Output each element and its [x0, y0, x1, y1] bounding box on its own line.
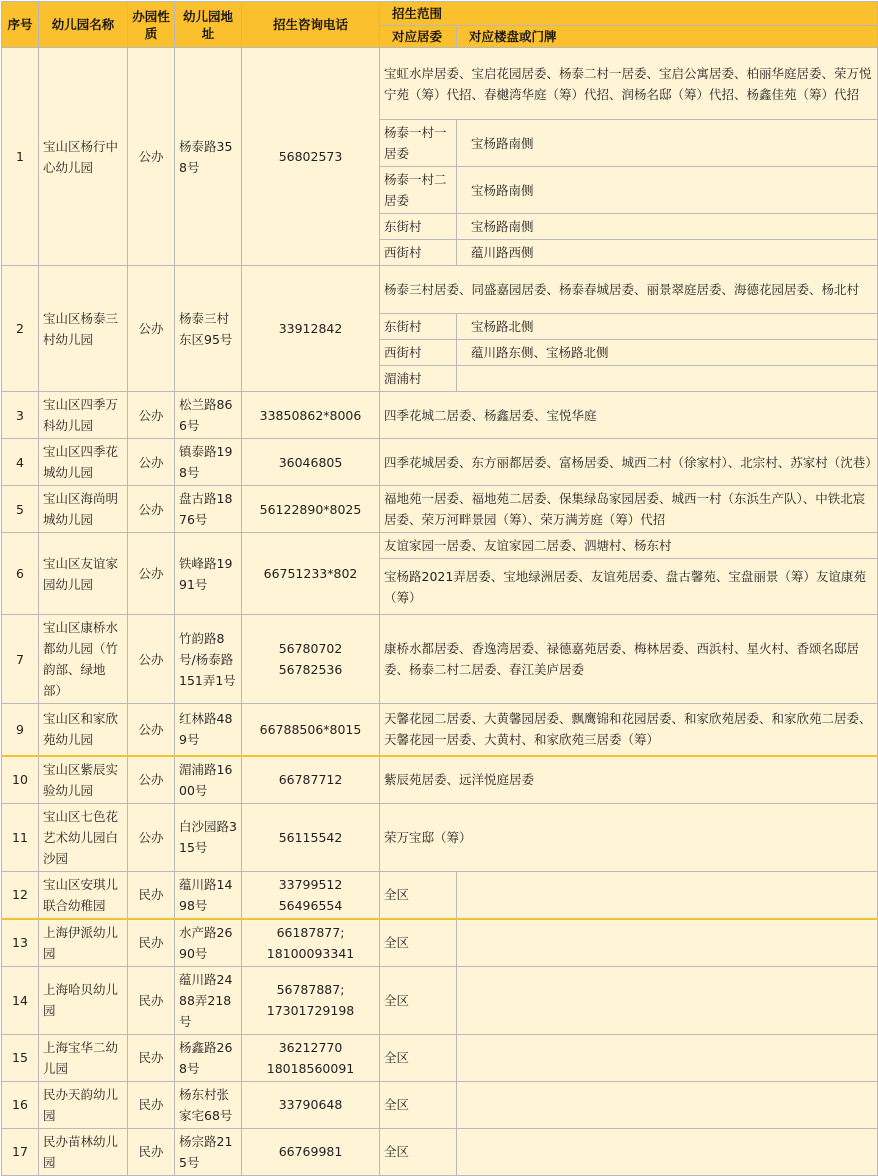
phone-line-2: 18018560091 — [266, 1060, 355, 1076]
row-no: 15 — [2, 1034, 39, 1081]
phone-line-1: 56780702 — [278, 641, 343, 656]
building-cell: 宝杨路南侧 — [457, 214, 878, 240]
enrollment-scope: 宝虹水岸居委、宝启花园居委、杨泰二村一居委、宝启公寓居委、柏丽华庭居委、荣万悦宁苑（筹）代招、春樾湾华庭（筹）代招、润杨名邸（筹）代招、杨鑫佳苑（筹）代招 — [380, 48, 878, 120]
table-row — [2, 704, 878, 756]
enrollment-scope: 福地苑一居委、福地苑二居委、保集绿岛家园居委、城西一村（东浜生产队）、中铁北宸居委、荣万河畔景园（筹）、荣万满芳庭（筹）代招 — [380, 486, 878, 533]
school-type: 公办 — [128, 704, 175, 756]
kindergarten-name: 宝山区紫辰实验幼儿园 — [39, 756, 128, 804]
enrollment-scope: 荣万宝邸（筹） — [380, 803, 878, 871]
phone-number — [242, 919, 380, 967]
phone-number: 66787712 — [242, 756, 380, 804]
building-cell — [457, 366, 878, 392]
committee-cell: 杨泰一村一居委 — [380, 120, 457, 167]
enrollment-scope: 天馨花园二居委、大黄馨园居委、飘鹰锦和花园居委、和家欣苑居委、和家欣苑二居委、天馨花园一居委、大黄村、和家欣苑三居委（筹） — [380, 704, 878, 756]
table-row — [2, 533, 878, 559]
kindergarten-name: 宝山区安琪儿联合幼稚园 — [39, 871, 128, 919]
enrollment-scope: 宝杨路2021弄居委、宝地绿洲居委、友谊苑居委、盘古馨苑、宝盘丽景（筹）友谊康苑（筹） — [380, 559, 878, 615]
school-address: 松兰路866号 — [175, 392, 242, 439]
kindergarten-name: 宝山区海尚明城幼儿园 — [39, 486, 128, 533]
header-phone: 招生咨询电话 — [242, 2, 380, 48]
school-address: 盘古路1876号 — [175, 486, 242, 533]
row-no: 11 — [2, 803, 39, 871]
committee-cell: 东街村 — [380, 214, 457, 240]
phone-number: 56122890*8025 — [242, 486, 380, 533]
kindergarten-name: 宝山区杨行中心幼儿园 — [39, 48, 128, 266]
header-building: 对应楼盘或门牌 — [457, 26, 878, 48]
row-no: 14 — [2, 966, 39, 1034]
school-type: 公办 — [128, 615, 175, 704]
kindergarten-name: 上海宝华二幼儿园 — [39, 1034, 128, 1081]
kindergarten-enrollment-table — [1, 1, 878, 1176]
table-row — [2, 919, 878, 967]
school-address: 铁峰路1991号 — [175, 533, 242, 615]
school-address: 杨泰三村东区95号 — [175, 266, 242, 392]
school-address: 镇泰路198号 — [175, 439, 242, 486]
kindergarten-name: 宝山区友谊家园幼儿园 — [39, 533, 128, 615]
row-no: 13 — [2, 919, 39, 967]
table-row — [2, 803, 878, 871]
row-no: 3 — [2, 392, 39, 439]
school-type: 公办 — [128, 756, 175, 804]
school-type: 民办 — [128, 919, 175, 967]
school-type: 公办 — [128, 48, 175, 266]
phone-line-1: 56787887; — [276, 982, 345, 997]
row-no: 4 — [2, 439, 39, 486]
enrollment-scope: 全区 — [380, 966, 457, 1034]
phone-number: 33912842 — [242, 266, 380, 392]
enrollment-scope: 全区 — [380, 1081, 457, 1128]
row-no: 16 — [2, 1081, 39, 1128]
row-no: 2 — [2, 266, 39, 392]
committee-cell: 西街村 — [380, 240, 457, 266]
empty-cell — [457, 966, 878, 1034]
row-no: 6 — [2, 533, 39, 615]
school-address: 杨东村张家宅68号 — [175, 1081, 242, 1128]
phone-number: 56115542 — [242, 803, 380, 871]
enrollment-scope: 康桥水都居委、香逸湾居委、禄德嘉苑居委、梅林居委、西浜村、星火村、香颂名邸居委、杨泰二村二居委、春江美庐居委 — [380, 615, 878, 704]
row-no: 5 — [2, 486, 39, 533]
building-cell: 宝杨路北侧 — [457, 314, 878, 340]
building-cell: 蕴川路西侧 — [457, 240, 878, 266]
committee-cell: 湄浦村 — [380, 366, 457, 392]
phone-number: 66751233*802 — [242, 533, 380, 615]
phone-line-2: 18100093341 — [266, 945, 355, 961]
phone-number: 33790648 — [242, 1081, 380, 1128]
school-type: 公办 — [128, 392, 175, 439]
kindergarten-name: 民办天韵幼儿园 — [39, 1081, 128, 1128]
row-no: 9 — [2, 704, 39, 756]
building-cell: 蕴川路东侧、宝杨路北侧 — [457, 340, 878, 366]
school-type: 公办 — [128, 439, 175, 486]
table-row — [2, 756, 878, 804]
school-type: 公办 — [128, 486, 175, 533]
table-row — [2, 966, 878, 1034]
phone-line-2: 56496554 — [278, 897, 343, 913]
school-address: 白沙园路315号 — [175, 803, 242, 871]
kindergarten-name: 宝山区七色花艺术幼儿园白沙园 — [39, 803, 128, 871]
enrollment-scope: 紫辰苑居委、远洋悦庭居委 — [380, 756, 878, 804]
school-type: 民办 — [128, 966, 175, 1034]
table-row — [2, 1081, 878, 1128]
kindergarten-name: 宝山区四季万科幼儿园 — [39, 392, 128, 439]
enrollment-scope: 全区 — [380, 871, 457, 919]
school-address: 杨鑫路268号 — [175, 1034, 242, 1081]
table-row — [2, 48, 878, 120]
school-type: 民办 — [128, 1128, 175, 1175]
phone-line-1: 36212770 — [278, 1039, 343, 1055]
phone-number — [242, 966, 380, 1034]
table-row — [2, 1034, 878, 1081]
phone-number — [242, 615, 380, 704]
row-no: 17 — [2, 1128, 39, 1175]
phone-number: 66769981 — [242, 1128, 380, 1175]
school-type: 公办 — [128, 533, 175, 615]
header-address: 幼儿园地址 — [175, 2, 242, 48]
school-type: 公办 — [128, 803, 175, 871]
school-type: 民办 — [128, 1081, 175, 1128]
empty-cell — [457, 919, 878, 967]
table-row — [2, 615, 878, 704]
committee-cell: 东街村 — [380, 314, 457, 340]
school-address: 水产路2690号 — [175, 919, 242, 967]
table-row — [2, 439, 878, 486]
kindergarten-name: 宝山区杨泰三村幼儿园 — [39, 266, 128, 392]
school-address: 湄浦路1600号 — [175, 756, 242, 804]
header-committee: 对应居委 — [380, 26, 457, 48]
phone-number: 36046805 — [242, 439, 380, 486]
table-row — [2, 871, 878, 919]
enrollment-scope: 四季花城居委、东方丽都居委、富杨居委、城西二村（徐家村）、北宗村、苏家村（沈巷） — [380, 439, 878, 486]
phone-number — [242, 871, 380, 919]
row-no: 10 — [2, 756, 39, 804]
phone-number: 66788506*8015 — [242, 704, 380, 756]
committee-cell: 西街村 — [380, 340, 457, 366]
table-row — [2, 1128, 878, 1175]
school-address: 红林路489号 — [175, 704, 242, 756]
committee-cell: 杨泰一村二居委 — [380, 167, 457, 214]
building-cell: 宝杨路南侧 — [457, 120, 878, 167]
header-type: 办园性质 — [128, 2, 175, 48]
phone-number: 56802573 — [242, 48, 380, 266]
enrollment-scope: 友谊家园一居委、友谊家园二居委、泗塘村、杨东村 — [380, 533, 878, 559]
phone-line-1: 33799512 — [278, 876, 343, 892]
enrollment-scope: 全区 — [380, 1034, 457, 1081]
header-no: 序号 — [2, 2, 39, 48]
phone-number — [242, 1034, 380, 1081]
row-no: 7 — [2, 615, 39, 704]
enrollment-scope: 全区 — [380, 1128, 457, 1175]
phone-line-1: 66187877; — [276, 924, 345, 940]
kindergarten-name: 民办苗林幼儿园 — [39, 1128, 128, 1175]
school-type: 民办 — [128, 1034, 175, 1081]
empty-cell — [457, 871, 878, 919]
enrollment-scope: 杨泰三村居委、同盛嘉园居委、杨泰春城居委、丽景翠庭居委、海德花园居委、杨北村 — [380, 266, 878, 314]
empty-cell — [457, 1034, 878, 1081]
phone-line-2: 17301729198 — [266, 1003, 355, 1018]
kindergarten-name: 上海哈贝幼儿园 — [39, 966, 128, 1034]
kindergarten-name: 宝山区四季花城幼儿园 — [39, 439, 128, 486]
table-row — [2, 392, 878, 439]
kindergarten-name: 宝山区康桥水都幼儿园（竹韵部、绿地部） — [39, 615, 128, 704]
school-address: 蕴川路2488弄218号 — [175, 966, 242, 1034]
kindergarten-name: 宝山区和家欣苑幼儿园 — [39, 704, 128, 756]
row-no: 12 — [2, 871, 39, 919]
enrollment-scope: 四季花城二居委、杨鑫居委、宝悦华庭 — [380, 392, 878, 439]
header-name: 幼儿园名称 — [39, 2, 128, 48]
school-type: 民办 — [128, 871, 175, 919]
header-scope: 招生范围 — [380, 2, 878, 26]
empty-cell — [457, 1081, 878, 1128]
school-address: 蕴川路1498号 — [175, 871, 242, 919]
school-type: 公办 — [128, 266, 175, 392]
kindergarten-name: 上海伊派幼儿园 — [39, 919, 128, 967]
table-row — [2, 486, 878, 533]
school-address: 杨泰路358号 — [175, 48, 242, 266]
phone-line-2: 56782536 — [278, 662, 343, 677]
building-cell: 宝杨路南侧 — [457, 167, 878, 214]
phone-number: 33850862*8006 — [242, 392, 380, 439]
table-row — [2, 266, 878, 314]
school-address: 竹韵路8号/杨泰路151弄1号 — [175, 615, 242, 704]
row-no: 1 — [2, 48, 39, 266]
school-address: 杨宗路215号 — [175, 1128, 242, 1175]
empty-cell — [457, 1128, 878, 1175]
enrollment-scope: 全区 — [380, 919, 457, 967]
